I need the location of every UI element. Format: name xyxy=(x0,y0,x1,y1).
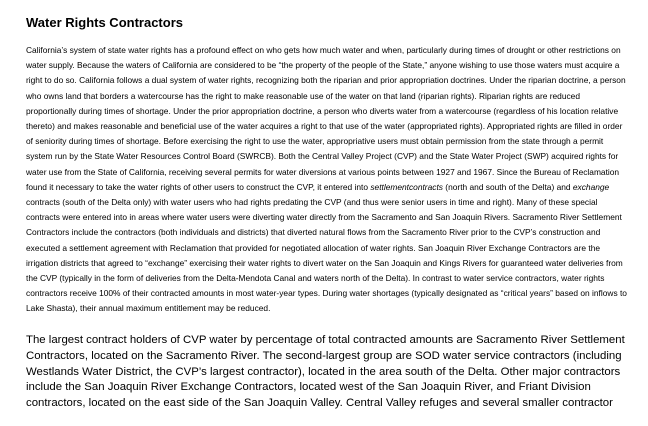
previous-page-fragment xyxy=(0,0,648,8)
paragraph-text: (north and south of the Delta) and xyxy=(442,181,573,192)
emphasis-settlement: settlementcontracts xyxy=(370,181,443,192)
body-paragraph-1 xyxy=(26,43,628,317)
paragraph-text: contracts (south of the Delta only) with water users who had rights predating the CVP (and thus were senior users in time and right). Many of these special contracts were entered into in areas where water users were diverting water directly from the Sacramento and San Joaquin Rivers. Sacramento River Settlement Contractors include the contractors (both individuals and districts) that diverted natural flows from the Sacramento River prior to the CVP’s construction and executed a settlement agreement with Reclamation that provided for negotiated allocation of water rights. San Joaquin River Exchange Contractors are the irrigation districts that agreed to “exchange” exercising their water rights to divert water on the San Joaquin and Kings Rivers for guaranteed water deliveries from the CVP (typically in the form of deliveries from the Delta-Mendota Canal and waters north of the Delta). In contrast to water service contractors, water rights contractors receive 100% of their contracted amounts in most water-year types. During water shortages (typically designated as “critical years” based on inflows to Lake Shasta), their annual maximum entitlement may be reduced. xyxy=(26,197,627,314)
paragraph-text: California’s system of state water rights has a profound effect on who gets how much water and when, particularly during times of drought or other restrictions on water supply. Because the waters of California are considered to be “the property of the people of the State,” anyone wishing to use those waters must acquire a right to do so. California follows a dual system of water rights, recognizing both the riparian and prior appropriation doctrines. Under the riparian doctrine, a person who owns land that borders a watercourse has the right to make reasonable use of the water on that land (riparian rights). Riparian rights are reduced proportionally during times of shortage. Under the prior appropriation doctrine, a person who diverts water from a watercourse (regardless of his location relative thereto) and makes reasonable and beneficial use of the water acquires a right to that use of the water (appropriated rights). Appropriated rights are filled in order of seniority during times of shortage. Before exercising the right to use the water, appropriative users must obtain permission from the state through a permit system run by the State Water Resources Control Board (SWRCB). Both the Central Valley Project (CVP) and the State Water Project (SWP) acquired rights for water use from the State of California, receiving several permits for water diversions at various points between 1927 and 1967. Since the Bureau of Reclamation found it necessary to take the water rights of other users to construct the CVP, it entered into xyxy=(26,45,626,192)
emphasis-exchange: exchange xyxy=(572,181,610,192)
body-paragraph-2: The largest contract holders of CVP water by percentage of total contracted amounts are Sacramento River Settlement Contractors, located on the Sacramento River. The second-largest group are SOD water service contractors (including Westlands Water District, the CVP’s largest contractor), located in the area south of the Delta. Other major contractors include the San Joaquin River Exchange Contractors, located west of the San Joaquin River, and Friant Division contractors, located on the east side of the San Joaquin Valley. Central Valley refuges and several smaller contractor xyxy=(26,334,625,410)
section-title: Water Rights Contractors xyxy=(26,15,183,30)
